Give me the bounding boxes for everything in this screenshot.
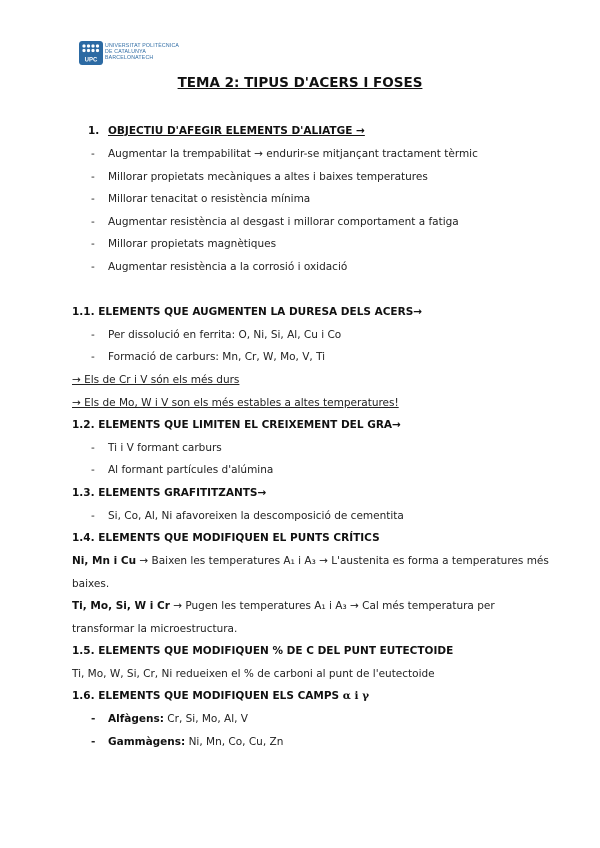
list-marker: -	[91, 736, 96, 748]
list-item: Al formant partícules d'alúmina	[108, 464, 274, 476]
section-1-5-heading: 1.5. ELEMENTS QUE MODIFIQUEN % DE C DEL PUNT EUTECTOIDE	[72, 645, 454, 657]
paragraph-lowering	[72, 555, 549, 568]
note-stable: → Els de Mo, W i V son els més estables a altes temperatures!	[72, 397, 399, 409]
logo-mark: UPC	[84, 57, 98, 64]
list-item: Si, Co, Al, Ni afavoreixen la descomposició de cementita	[108, 510, 404, 522]
list-marker: -	[91, 351, 95, 363]
section-1-6-heading: 1.6. ELEMENTS QUE MODIFIQUEN ELS CAMPS	[72, 690, 340, 702]
list-marker: -	[91, 442, 95, 454]
list-item	[108, 713, 248, 726]
page-title: TEMA 2: TIPUS D'ACERS I FOSES	[177, 75, 423, 91]
section-1-6-heading-row	[72, 690, 369, 703]
list-marker: -	[91, 216, 95, 228]
list-item: Augmentar resistència a la corrosió i oxidació	[108, 261, 348, 273]
list-item	[108, 736, 283, 749]
section-1-3-heading: 1.3. ELEMENTS GRAFITITZANTS→	[72, 487, 267, 499]
list-item-text: Cr, Si, Mo, Al, V	[163, 713, 248, 725]
list-marker: -	[91, 148, 95, 160]
paragraph-continuation: baixes.	[72, 578, 110, 590]
list-marker: -	[91, 510, 95, 522]
logo-line-1: UNIVERSITAT POLITÈCNICA	[105, 43, 180, 49]
section-1-1-heading: 1.1. ELEMENTS QUE AUGMENTEN LA DURESA DELS ACERS→	[72, 306, 423, 318]
logo-wordmark	[105, 43, 179, 61]
list-marker: -	[91, 238, 95, 250]
list-item-label: Alfàgens:	[108, 713, 164, 725]
logo-line-3: BARCELONATECH	[105, 55, 154, 61]
list-marker: -	[91, 193, 95, 205]
list-marker: -	[91, 713, 96, 725]
note-hardest: → Els de Cr i V són els més durs	[72, 374, 240, 386]
list-item: Augmentar la trempabilitat → endurir-se mitjançant tractament tèrmic	[108, 148, 478, 160]
upc-logo-icon	[79, 41, 103, 65]
logo-line-2: DE CATALUNYA	[105, 49, 147, 55]
list-marker: -	[91, 329, 95, 341]
section-1-number: 1.	[88, 125, 100, 137]
paragraph-text: → Pugen les temperatures A₁ i A₃ → Cal més temperatura per	[169, 600, 495, 612]
list-item: Millorar propietats magnètiques	[108, 238, 277, 250]
list-item: Millorar propietats mecàniques a altes i baixes temperatures	[108, 171, 428, 183]
list-item: Ti i V formant carburs	[108, 442, 222, 454]
section-1-4-heading: 1.4. ELEMENTS QUE MODIFIQUEN EL PUNTS CRÍTICS	[72, 532, 380, 544]
list-item: Per dissolució en ferrita: O, Ni, Si, Al, Cu i Co	[108, 329, 342, 341]
element-group-lowering: Ni, Mn i Cu	[72, 555, 137, 567]
paragraph-continuation: transformar la microestructura.	[72, 623, 238, 635]
paragraph-raising	[72, 600, 495, 613]
list-marker: -	[91, 171, 95, 183]
list-item: Formació de carburs: Mn, Cr, W, Mo, V, Ti	[108, 351, 326, 363]
list-marker: -	[91, 464, 95, 476]
section-1-heading: OBJECTIU D'AFEGIR ELEMENTS D'ALIATGE →	[108, 125, 365, 137]
list-item: Millorar tenacitat o resistència mínima	[108, 193, 311, 205]
list-item: Augmentar resistència al desgast i millorar comportament a fatiga	[108, 216, 459, 228]
list-marker: -	[91, 261, 95, 273]
list-item-text: Ni, Mn, Co, Cu, Zn	[185, 736, 284, 748]
element-group-raising: Ti, Mo, Si, W i Cr	[72, 600, 170, 612]
section-1-2-heading: 1.2. ELEMENTS QUE LIMITEN EL CREIXEMENT DEL GRA→	[72, 419, 401, 431]
phase-symbols: α i γ	[342, 690, 370, 702]
list-item-label: Gammàgens:	[108, 736, 186, 748]
paragraph-text: → Baixen les temperatures A₁ i A₃ → L'austenita es forma a temperatures més	[136, 555, 549, 567]
section-1-5-text: Ti, Mo, W, Si, Cr, Ni redueixen el % de carboni al punt de l'eutectoide	[72, 668, 435, 680]
university-logo	[79, 41, 199, 67]
